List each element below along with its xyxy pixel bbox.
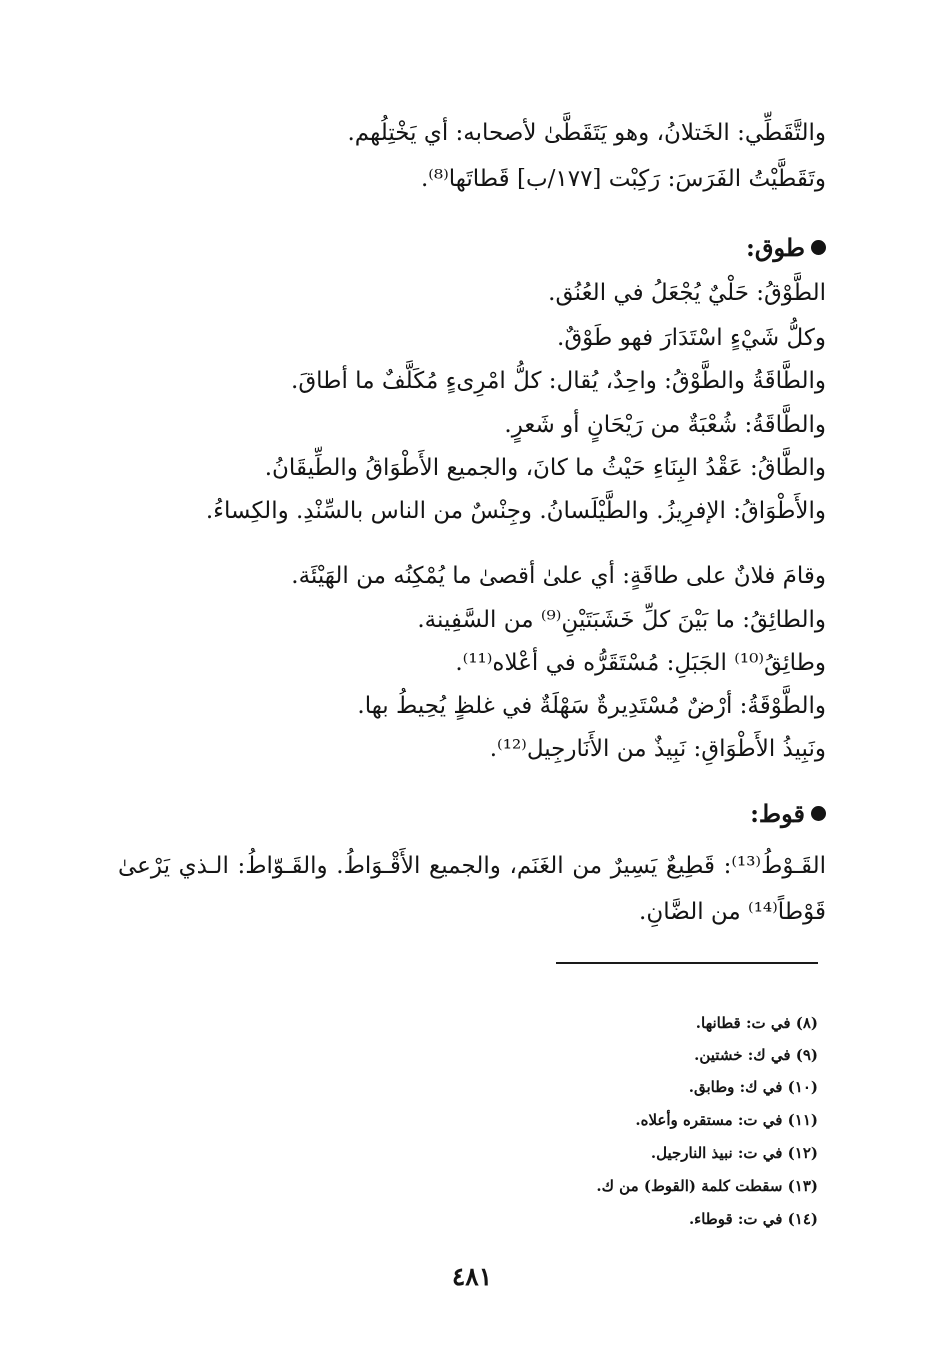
text-line: ونَبِيذُ الأَطْوَاقِ: نَبِيذٌ من الأَنَارجِيل⁽¹²⁾. — [489, 736, 826, 762]
text-line: والطَّاقَةُ: شُعْبَةٌ من رَيْحَانٍ أو شَعرٍ. — [504, 412, 826, 438]
footnote: (١٤) في ت: قوطاء. — [688, 1210, 818, 1228]
text-line: والطَّاقُ: عَقْدُ البِنَاءِ حَيْثُ ما كانَ، والجميع الأَطْوَاقُ والطِّيقَانُ. — [264, 455, 826, 481]
entry-heading-tawq — [746, 233, 826, 263]
footnote-divider — [556, 962, 818, 964]
text-line: والطائِقُ: ما بَيْنَ كلِّ خَشَبَتَيْنِ⁽⁹⁾ من السَّفِينة. — [417, 607, 826, 633]
footnote: (١٣) سقطت كلمة (القوط) من ك. — [596, 1177, 818, 1195]
text-line: والتَّقَطِّي: الخَتلانُ، وهو يَتَقَطَّىٰ لأصحابه: أي يَخْتِلُهم. — [347, 120, 826, 146]
text-paragraph: القَـوْطُ⁽¹³⁾: قَطِيعٌ يَسِيرٌ من الغَنَم، والجميع الأَقْـوَاطُ. والقَـوّاطُ: الـذي يَرْعىٰ قَوْطاً⁽¹⁴⁾ من الضَّانِ. — [118, 853, 826, 925]
text-line: الطَّوْقُ: حَلْيٌ يُجْعَلُ في العُنُق. — [548, 280, 826, 306]
text-line: وقامَ فلانٌ على طاقَةٍ: أي علىٰ أقصىٰ ما يُمْكِنُه من الهَيْئَة. — [291, 563, 826, 589]
page-number: ٤٨١ — [451, 1262, 493, 1291]
text-line: وطائِقُ⁽¹⁰⁾ الجَبَلِ: مُسْتَقَرُّه في أعْلاه⁽¹¹⁾. — [455, 650, 826, 676]
footnote: (١٠) في ك: وطابق. — [688, 1078, 818, 1096]
footnote: (١٢) في ت: نبيذ النارجيل. — [650, 1144, 818, 1162]
footnote: (١١) في ت: مستقره وأعلاه. — [635, 1111, 818, 1129]
bullet-icon — [811, 240, 826, 255]
text-line: والأَطْوَاقُ: الإفرِيزُ. والطَّيْلَسانُ. وجِنْسٌ من الناس بالسِّنْدِ. والكِساءُ. — [205, 498, 826, 524]
entry-heading-label: قوط: — [750, 799, 805, 828]
entry-heading-qawt — [750, 799, 826, 829]
bullet-icon — [811, 806, 826, 821]
text-line: والطَّوْقَةُ: أرْضٌ مُسْتَدِيرةٌ سَهْلَةٌ في غلظٍ يُحِيطُ بها. — [357, 693, 826, 719]
text-line: وكلُّ شَيْءٍ اسْتَدَارَ فهو طَوْقٌ. — [557, 325, 826, 351]
text-line: والطَّاقَةُ والطَّوْقُ: واحِدٌ، يُقال: كلُّ امْرِىءٍ مُكَلَّفٌ ما أطاقَ. — [291, 368, 826, 394]
footnote: (٨) في ت: قطانها. — [695, 1014, 818, 1032]
text-line: وتَقَطَّيْتُ الفَرَسَ: رَكِبْت [١٧٧/ب] قَطاتَها⁽⁸⁾. — [420, 166, 826, 192]
entry-heading-label: طوق: — [746, 233, 805, 262]
footnote: (٩) في ك: خشتين. — [694, 1046, 818, 1064]
